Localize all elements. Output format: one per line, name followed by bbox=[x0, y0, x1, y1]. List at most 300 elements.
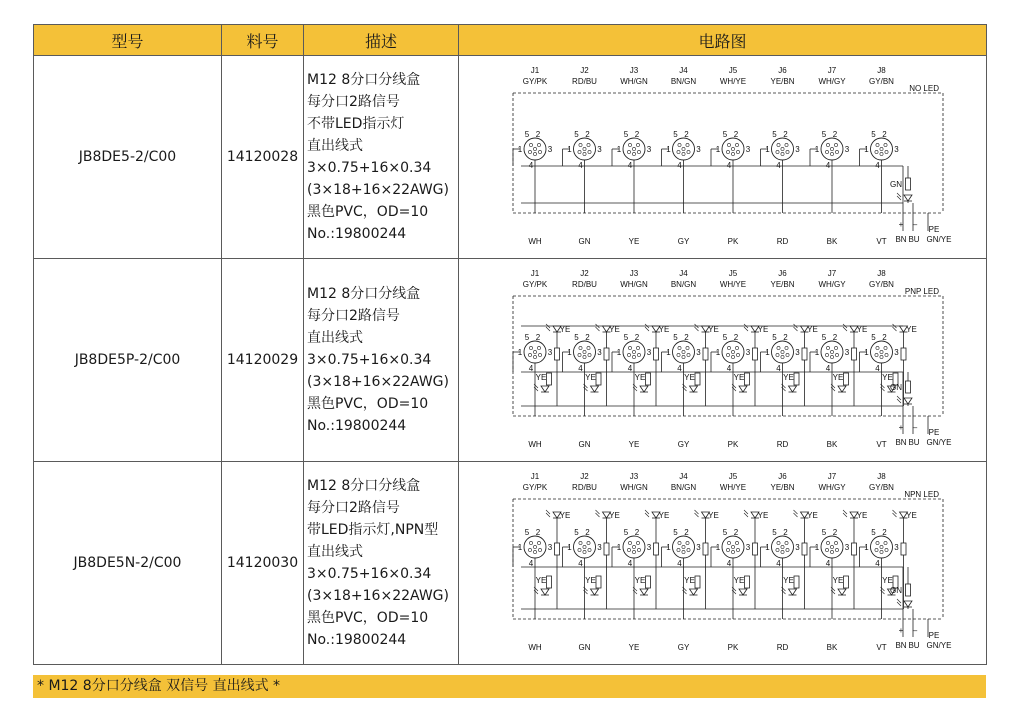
wire-label: BK bbox=[826, 440, 837, 449]
pin-4-label: 4 bbox=[726, 364, 731, 373]
port-color-label: WH/GY bbox=[817, 280, 846, 289]
led-label: YE bbox=[634, 576, 645, 585]
pin-1-label: 1 bbox=[863, 145, 869, 154]
pin-2-label: 2 bbox=[733, 130, 738, 139]
minus-label: – bbox=[912, 220, 917, 229]
pin-5-label: 5 bbox=[722, 333, 727, 342]
plus-label: + bbox=[898, 423, 903, 432]
bu-label: BU bbox=[907, 438, 920, 447]
pin-1-label: 1 bbox=[863, 543, 869, 552]
led-label: YE bbox=[782, 576, 794, 585]
model-cell: JB8DE5P-2/C00 bbox=[34, 259, 222, 462]
port-7 bbox=[810, 324, 867, 416]
pin-5-label: 5 bbox=[573, 333, 579, 342]
table-row bbox=[34, 259, 987, 462]
description-line: 黑色PVC，OD=10 bbox=[307, 610, 429, 626]
description-line: 每分口2路信号 bbox=[307, 500, 400, 516]
pin-2-label: 2 bbox=[535, 528, 540, 537]
resistor-icon bbox=[554, 348, 559, 360]
description-line: M12 8分口分线盒 bbox=[307, 478, 421, 494]
port-label: J7 bbox=[827, 66, 836, 75]
port-3 bbox=[612, 324, 669, 416]
port-color-label: WH/YE bbox=[719, 483, 746, 492]
pin-2-label: 2 bbox=[634, 333, 639, 342]
led-label: YE bbox=[881, 576, 893, 585]
led-label: YE bbox=[905, 511, 917, 520]
pin-5-label: 5 bbox=[672, 528, 678, 537]
m12-connector-icon bbox=[573, 536, 595, 558]
port-3 bbox=[612, 510, 669, 619]
description-cell bbox=[304, 56, 459, 259]
part-number-cell: 14120028 bbox=[222, 56, 304, 259]
description-line: 不带LED指示灯 bbox=[307, 116, 405, 132]
pin-3-label: 3 bbox=[547, 145, 552, 154]
resistor-icon bbox=[645, 576, 650, 588]
pin-4-label: 4 bbox=[726, 161, 731, 170]
port-label: J6 bbox=[777, 472, 787, 481]
led-label: YE bbox=[559, 511, 570, 520]
port-label: J4 bbox=[678, 472, 688, 481]
pin-2-label: 2 bbox=[535, 130, 540, 139]
pin-1-label: 1 bbox=[814, 145, 819, 154]
port-color-label: YE/BN bbox=[769, 483, 795, 492]
resistor-icon bbox=[851, 543, 856, 555]
table-row bbox=[34, 462, 987, 665]
m12-connector-icon bbox=[524, 536, 546, 558]
pin-3-label: 3 bbox=[893, 145, 899, 154]
pin-1-label: 1 bbox=[566, 348, 572, 357]
pin-2-label: 2 bbox=[683, 528, 689, 537]
resistor-icon bbox=[554, 543, 559, 555]
port-5 bbox=[711, 324, 768, 416]
port-4 bbox=[661, 130, 701, 213]
pin-2-label: 2 bbox=[634, 130, 639, 139]
led-label: YE bbox=[757, 511, 768, 520]
header-model: 型号 bbox=[34, 25, 222, 56]
pin-1-label: 1 bbox=[764, 145, 770, 154]
led-label: YE bbox=[658, 511, 669, 520]
port-label: J3 bbox=[629, 472, 638, 481]
resistor-icon bbox=[794, 576, 799, 588]
wire-label: YE bbox=[628, 643, 639, 652]
description-cell bbox=[304, 259, 459, 462]
bn-label: BN bbox=[894, 641, 907, 650]
port-1 bbox=[513, 324, 570, 416]
wire-label: WH bbox=[527, 643, 542, 652]
led-label: YE bbox=[832, 576, 843, 585]
minus-label: – bbox=[912, 423, 917, 432]
port-color-label: WH/YE bbox=[719, 77, 746, 86]
pin-4-label: 4 bbox=[577, 161, 583, 170]
led-label: YE bbox=[806, 325, 818, 334]
plus-label: + bbox=[898, 220, 903, 229]
pin-1-label: 1 bbox=[764, 543, 770, 552]
m12-connector-icon bbox=[821, 138, 843, 160]
pin-3-label: 3 bbox=[893, 348, 899, 357]
pin-3-label: 3 bbox=[695, 543, 701, 552]
m12-connector-icon bbox=[573, 138, 595, 160]
port-color-label: GY/BN bbox=[868, 77, 894, 86]
product-table-wrapper bbox=[33, 24, 986, 667]
pin-2-label: 2 bbox=[881, 333, 887, 342]
port-4 bbox=[661, 510, 718, 619]
minus-label: – bbox=[912, 626, 917, 635]
circuit-diagram bbox=[483, 467, 963, 659]
m12-connector-icon bbox=[623, 536, 645, 558]
pin-3-label: 3 bbox=[646, 145, 651, 154]
power-indicator bbox=[890, 567, 912, 609]
gnye-label: GN/YE bbox=[926, 641, 951, 650]
pin-3-label: 3 bbox=[794, 348, 800, 357]
led-label: YE bbox=[683, 576, 695, 585]
model-cell: JB8DE5N-2/C00 bbox=[34, 462, 222, 665]
wire-label: YE bbox=[628, 440, 639, 449]
port-color-label: WH/GN bbox=[619, 77, 648, 86]
pin-1-label: 1 bbox=[764, 348, 770, 357]
port-label: J5 bbox=[728, 472, 737, 481]
led-label: YE bbox=[806, 511, 818, 520]
resistor-icon bbox=[802, 543, 807, 555]
pe-label: PE bbox=[928, 631, 939, 640]
pin-2-label: 2 bbox=[584, 333, 590, 342]
pin-4-label: 4 bbox=[676, 364, 682, 373]
description-line: (3×18+16×22AWG) bbox=[307, 588, 449, 604]
pin-1-label: 1 bbox=[517, 348, 522, 357]
pin-3-label: 3 bbox=[596, 543, 602, 552]
pin-5-label: 5 bbox=[722, 528, 727, 537]
pin-2-label: 2 bbox=[733, 333, 738, 342]
port-6 bbox=[760, 324, 817, 416]
port-color-label: GY/PK bbox=[522, 483, 547, 492]
pin-1-label: 1 bbox=[517, 543, 522, 552]
port-6 bbox=[760, 130, 800, 213]
m12-connector-icon bbox=[870, 138, 892, 160]
port-label: J8 bbox=[876, 472, 886, 481]
port-color-label: WH/GY bbox=[817, 77, 846, 86]
resistor-icon bbox=[752, 348, 757, 360]
port-label: J2 bbox=[579, 269, 589, 278]
led-label: YE bbox=[535, 373, 546, 382]
port-color-label: WH/GN bbox=[619, 483, 648, 492]
pin-2-label: 2 bbox=[683, 130, 689, 139]
port-label: J2 bbox=[579, 66, 589, 75]
port-8 bbox=[859, 324, 916, 416]
led-label: YE bbox=[608, 325, 620, 334]
port-color-label: WH/GY bbox=[817, 483, 846, 492]
port-label: J3 bbox=[629, 269, 638, 278]
pin-4-label: 4 bbox=[627, 161, 632, 170]
led-label: YE bbox=[856, 325, 867, 334]
wire-label: GN bbox=[578, 237, 590, 246]
wire-label: PK bbox=[727, 440, 738, 449]
wire-label: PK bbox=[727, 237, 738, 246]
port-label: J1 bbox=[530, 66, 539, 75]
diagram-title: NO LED bbox=[908, 84, 939, 93]
pin-4-label: 4 bbox=[825, 364, 830, 373]
wire-label: BK bbox=[826, 237, 837, 246]
port-color-label: BN/GN bbox=[670, 483, 696, 492]
m12-connector-icon bbox=[870, 536, 892, 558]
port-color-label: GY/PK bbox=[522, 280, 547, 289]
wire-label: VT bbox=[875, 440, 887, 449]
pin-4-label: 4 bbox=[775, 364, 781, 373]
description-line: 3×0.75+16×0.34 bbox=[307, 160, 432, 176]
resistor-icon bbox=[596, 576, 601, 588]
resistor-icon bbox=[546, 576, 551, 588]
pin-3-label: 3 bbox=[547, 348, 552, 357]
led-label: YE bbox=[683, 373, 695, 382]
led-label: YE bbox=[535, 576, 546, 585]
wire-label: GN bbox=[578, 440, 590, 449]
port-2 bbox=[562, 324, 619, 416]
resistor-icon bbox=[843, 576, 848, 588]
pin-5-label: 5 bbox=[771, 528, 777, 537]
pin-2-label: 2 bbox=[782, 333, 788, 342]
pin-5-label: 5 bbox=[623, 333, 628, 342]
resistor-icon bbox=[905, 381, 910, 393]
led-label: YE bbox=[733, 373, 744, 382]
port-color-label: YE/BN bbox=[769, 77, 795, 86]
m12-connector-icon bbox=[623, 341, 645, 363]
resistor-icon bbox=[901, 348, 906, 360]
header-desc: 描述 bbox=[304, 25, 459, 56]
port-color-label: RD/BU bbox=[571, 280, 597, 289]
pin-1-label: 1 bbox=[665, 348, 671, 357]
description-line: M12 8分口分线盒 bbox=[307, 286, 421, 302]
resistor-icon bbox=[794, 373, 799, 385]
pin-1-label: 1 bbox=[517, 145, 522, 154]
circuit-diagram-cell bbox=[459, 259, 987, 462]
wire-label: VT bbox=[875, 643, 887, 652]
gnye-label: GN/YE bbox=[926, 235, 951, 244]
resistor-icon bbox=[695, 576, 700, 588]
description-line: 直出线式 bbox=[307, 330, 363, 346]
resistor-icon bbox=[653, 543, 658, 555]
pin-4-label: 4 bbox=[825, 559, 830, 568]
m12-connector-icon bbox=[870, 341, 892, 363]
pin-1-label: 1 bbox=[715, 145, 720, 154]
m12-connector-icon bbox=[524, 341, 546, 363]
description-line: 黑色PVC，OD=10 bbox=[307, 396, 429, 412]
port-color-label: BN/GN bbox=[670, 280, 696, 289]
pin-2-label: 2 bbox=[881, 130, 887, 139]
pin-5-label: 5 bbox=[573, 528, 579, 537]
m12-connector-icon bbox=[573, 341, 595, 363]
description-line: 黑色PVC，OD=10 bbox=[307, 204, 429, 220]
m12-connector-icon bbox=[821, 341, 843, 363]
m12-connector-icon bbox=[623, 138, 645, 160]
resistor-icon bbox=[843, 373, 848, 385]
circuit-diagram bbox=[483, 264, 963, 456]
description-line: 直出线式 bbox=[307, 138, 363, 154]
port-label: J7 bbox=[827, 472, 836, 481]
wire-label: WH bbox=[527, 237, 542, 246]
pin-1-label: 1 bbox=[665, 145, 671, 154]
power-led-icon bbox=[897, 193, 912, 201]
resistor-icon bbox=[905, 178, 910, 190]
port-2 bbox=[562, 130, 602, 213]
wire-label: BK bbox=[826, 643, 837, 652]
m12-connector-icon bbox=[821, 536, 843, 558]
bn-label: BN bbox=[894, 235, 907, 244]
power-led-label: GN bbox=[889, 383, 902, 392]
resistor-icon bbox=[802, 348, 807, 360]
pin-2-label: 2 bbox=[881, 528, 887, 537]
led-label: YE bbox=[832, 373, 843, 382]
m12-connector-icon bbox=[771, 341, 793, 363]
resistor-icon bbox=[653, 348, 658, 360]
port-color-label: GY/BN bbox=[868, 280, 894, 289]
pin-2-label: 2 bbox=[782, 528, 788, 537]
resistor-icon bbox=[546, 373, 551, 385]
pin-2-label: 2 bbox=[584, 130, 590, 139]
port-color-label: YE/BN bbox=[769, 280, 795, 289]
diagram-title: NPN LED bbox=[903, 490, 939, 499]
port-2 bbox=[562, 510, 619, 619]
pin-5-label: 5 bbox=[870, 528, 876, 537]
gnye-label: GN/YE bbox=[926, 438, 951, 447]
description-line: No.:19800244 bbox=[307, 632, 407, 648]
power-led-label: GN bbox=[889, 180, 902, 189]
pin-3-label: 3 bbox=[844, 348, 849, 357]
pin-5-label: 5 bbox=[821, 528, 826, 537]
product-table bbox=[33, 24, 987, 665]
port-label: J3 bbox=[629, 66, 638, 75]
wire-label: VT bbox=[875, 237, 887, 246]
pin-4-label: 4 bbox=[577, 364, 583, 373]
pin-3-label: 3 bbox=[745, 348, 750, 357]
header-part: 料号 bbox=[222, 25, 304, 56]
pin-4-label: 4 bbox=[627, 559, 632, 568]
pe-label: PE bbox=[928, 428, 939, 437]
port-color-label: BN/GN bbox=[670, 77, 696, 86]
resistor-icon bbox=[596, 373, 601, 385]
model-cell: JB8DE5-2/C00 bbox=[34, 56, 222, 259]
led-label: YE bbox=[707, 511, 719, 520]
led-label: YE bbox=[881, 373, 893, 382]
pin-3-label: 3 bbox=[646, 348, 651, 357]
pin-3-label: 3 bbox=[596, 145, 602, 154]
pin-1-label: 1 bbox=[616, 145, 621, 154]
led-label: YE bbox=[733, 576, 744, 585]
pin-5-label: 5 bbox=[524, 130, 529, 139]
power-led-icon bbox=[897, 599, 912, 607]
pin-5-label: 5 bbox=[821, 130, 826, 139]
pin-1-label: 1 bbox=[715, 348, 720, 357]
pin-3-label: 3 bbox=[794, 543, 800, 552]
description-line: 3×0.75+16×0.34 bbox=[307, 566, 432, 582]
pin-5-label: 5 bbox=[623, 130, 628, 139]
wire-label: RD bbox=[776, 440, 788, 449]
led-label: YE bbox=[559, 325, 570, 334]
port-color-label: GY/PK bbox=[522, 77, 547, 86]
pin-4-label: 4 bbox=[676, 559, 682, 568]
resistor-icon bbox=[752, 543, 757, 555]
pin-4-label: 4 bbox=[726, 559, 731, 568]
port-6 bbox=[760, 510, 817, 619]
m12-connector-icon bbox=[722, 138, 744, 160]
resistor-icon bbox=[604, 543, 609, 555]
wire-label: GY bbox=[677, 440, 689, 449]
description-line: 每分口2路信号 bbox=[307, 308, 400, 324]
m12-connector-icon bbox=[722, 341, 744, 363]
port-label: J8 bbox=[876, 66, 886, 75]
pin-4-label: 4 bbox=[874, 559, 880, 568]
led-label: YE bbox=[856, 511, 867, 520]
pin-1-label: 1 bbox=[814, 543, 819, 552]
pin-5-label: 5 bbox=[672, 333, 678, 342]
wire-label: GY bbox=[677, 237, 689, 246]
pin-3-label: 3 bbox=[794, 145, 800, 154]
circuit-diagram-cell bbox=[459, 462, 987, 665]
resistor-icon bbox=[703, 348, 708, 360]
m12-connector-icon bbox=[722, 536, 744, 558]
pin-3-label: 3 bbox=[893, 543, 899, 552]
port-3 bbox=[612, 130, 652, 213]
description-line: 带LED指示灯,NPN型 bbox=[307, 522, 439, 538]
m12-connector-icon bbox=[771, 138, 793, 160]
pin-5-label: 5 bbox=[524, 333, 529, 342]
m12-connector-icon bbox=[672, 536, 694, 558]
pin-2-label: 2 bbox=[584, 528, 590, 537]
port-label: J4 bbox=[678, 66, 688, 75]
pin-5-label: 5 bbox=[573, 130, 579, 139]
led-label: YE bbox=[584, 576, 596, 585]
description-line: 直出线式 bbox=[307, 544, 363, 560]
pin-3-label: 3 bbox=[646, 543, 651, 552]
circuit-diagram bbox=[483, 61, 963, 253]
pin-2-label: 2 bbox=[634, 528, 639, 537]
pin-1-label: 1 bbox=[665, 543, 671, 552]
pin-4-label: 4 bbox=[627, 364, 632, 373]
pin-5-label: 5 bbox=[771, 333, 777, 342]
pe-label: PE bbox=[928, 225, 939, 234]
power-indicator bbox=[890, 166, 912, 203]
pin-1-label: 1 bbox=[814, 348, 819, 357]
wire-label: RD bbox=[776, 643, 788, 652]
description-line: No.:19800244 bbox=[307, 418, 407, 434]
pin-4-label: 4 bbox=[775, 559, 781, 568]
part-number-cell: 14120029 bbox=[222, 259, 304, 462]
port-color-label: WH/YE bbox=[719, 280, 746, 289]
port-color-label: RD/BU bbox=[571, 77, 597, 86]
wire-label: GN bbox=[578, 643, 590, 652]
pin-4-label: 4 bbox=[528, 559, 533, 568]
led-label: YE bbox=[634, 373, 645, 382]
pin-3-label: 3 bbox=[844, 543, 849, 552]
pin-2-label: 2 bbox=[832, 130, 837, 139]
port-label: J5 bbox=[728, 269, 737, 278]
description-line: 3×0.75+16×0.34 bbox=[307, 352, 432, 368]
port-1 bbox=[513, 130, 553, 213]
footer-note: * M12 8分口分线盒 双信号 直出线式 * bbox=[33, 675, 986, 698]
pin-5-label: 5 bbox=[771, 130, 777, 139]
pin-3-label: 3 bbox=[695, 145, 701, 154]
port-8 bbox=[859, 130, 899, 213]
resistor-icon bbox=[901, 543, 906, 555]
port-color-label: GY/BN bbox=[868, 483, 894, 492]
port-7 bbox=[810, 130, 850, 213]
pin-4-label: 4 bbox=[775, 161, 781, 170]
port-5 bbox=[711, 510, 768, 619]
pin-5-label: 5 bbox=[623, 528, 628, 537]
wire-label: WH bbox=[527, 440, 542, 449]
pin-1-label: 1 bbox=[616, 348, 621, 357]
pin-2-label: 2 bbox=[782, 130, 788, 139]
resistor-icon bbox=[695, 373, 700, 385]
port-label: J8 bbox=[876, 269, 886, 278]
part-number-cell: 14120030 bbox=[222, 462, 304, 665]
